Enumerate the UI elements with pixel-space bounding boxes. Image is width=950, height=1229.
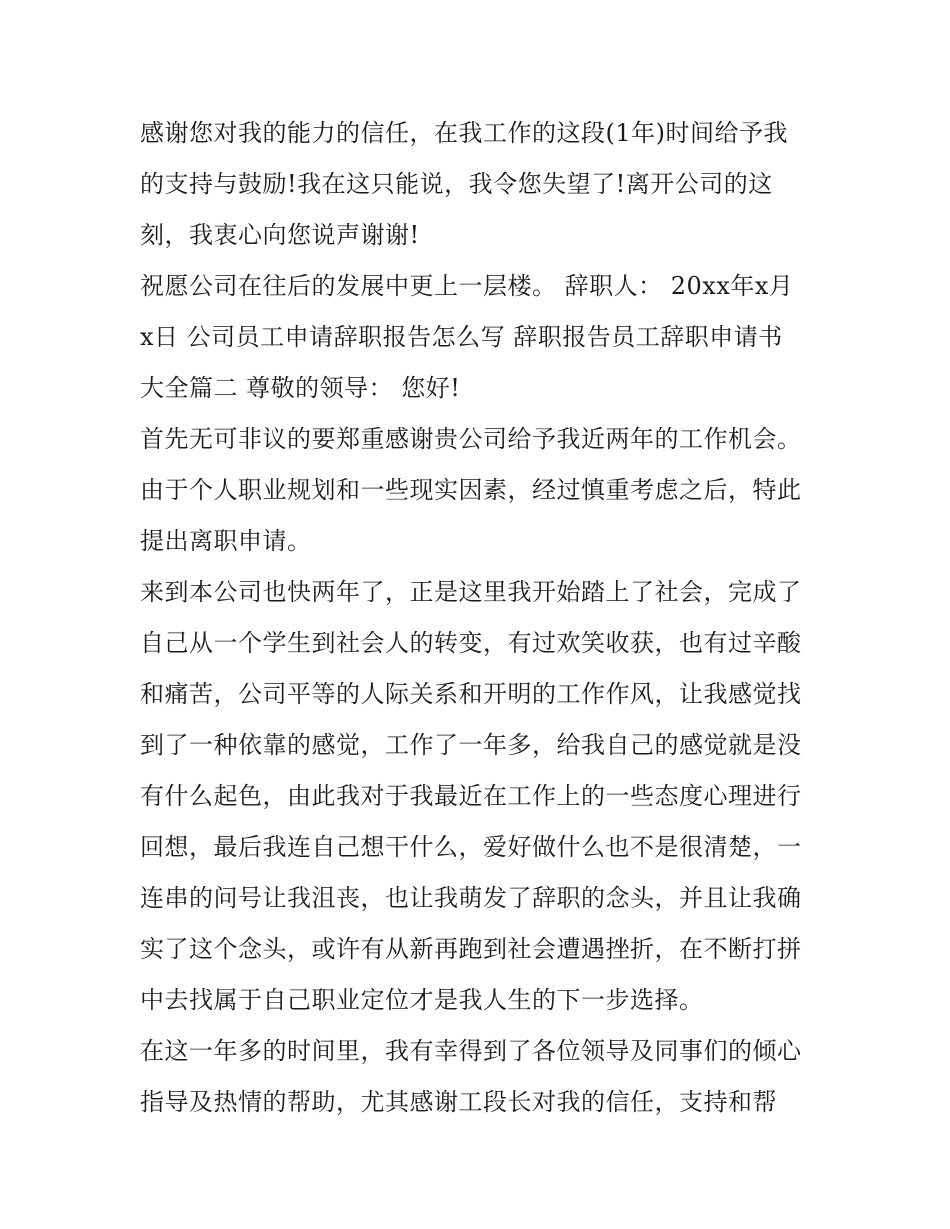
text-line: 祝愿公司在往后的发展中更上一层楼。 辞职人： 20xx年x月 [140, 272, 794, 300]
text-line: 和痛苦，公司平等的人际关系和开明的工作作风，让我感觉找 [140, 680, 802, 708]
text-line: 指导及热情的帮助，尤其感谢工段长对我的信任，支持和帮 [140, 1088, 777, 1116]
text-line: 到了一种依靠的感觉，工作了一年多，给我自己的感觉就是没 [140, 731, 802, 759]
text-line: 感谢您对我的能力的信任，在我工作的这段(1年)时间给予我 [140, 119, 788, 147]
text-line: 来到本公司也快两年了，正是这里我开始踏上了社会，完成了 [140, 578, 802, 606]
document-body [140, 108, 820, 1128]
text-line: 有什么起色，由此我对于我最近在工作上的一些态度心理进行 [140, 782, 802, 810]
text-line: 提出离职申请。 [140, 527, 312, 555]
text-line: 大全篇二 尊敬的领导： 您好! [140, 374, 461, 402]
text-line: 自己从一个学生到社会人的转变，有过欢笑收获，也有过辛酸 [140, 629, 802, 657]
text-line: 在这一年多的时间里，我有幸得到了各位领导及同事们的倾心 [140, 1037, 802, 1065]
text-line: 实了这个念头，或许有从新再跑到社会遭遇挫折，在不断打拼 [140, 935, 802, 963]
text-line: 连串的问号让我沮丧，也让我萌发了辞职的念头，并且让我确 [140, 884, 802, 912]
text-line: 的支持与鼓励!我在这只能说，我令您失望了!离开公司的这 [140, 170, 773, 198]
text-line: 刻，我衷心向您说声谢谢! [140, 221, 420, 249]
text-line: 首先无可非议的要郑重感谢贵公司给予我近两年的工作机会。 [140, 425, 802, 453]
text-line: 中去找属于自己职业定位才是我人生的下一步选择。 [140, 986, 704, 1014]
text-line: x日 公司员工申请辞职报告怎么写 辞职报告员工辞职申请书 [140, 323, 783, 351]
text-line: 回想，最后我连自己想干什么，爱好做什么也不是很清楚，一 [140, 833, 802, 861]
text-line: 由于个人职业规划和一些现实因素，经过慎重考虑之后，特此 [140, 476, 802, 504]
